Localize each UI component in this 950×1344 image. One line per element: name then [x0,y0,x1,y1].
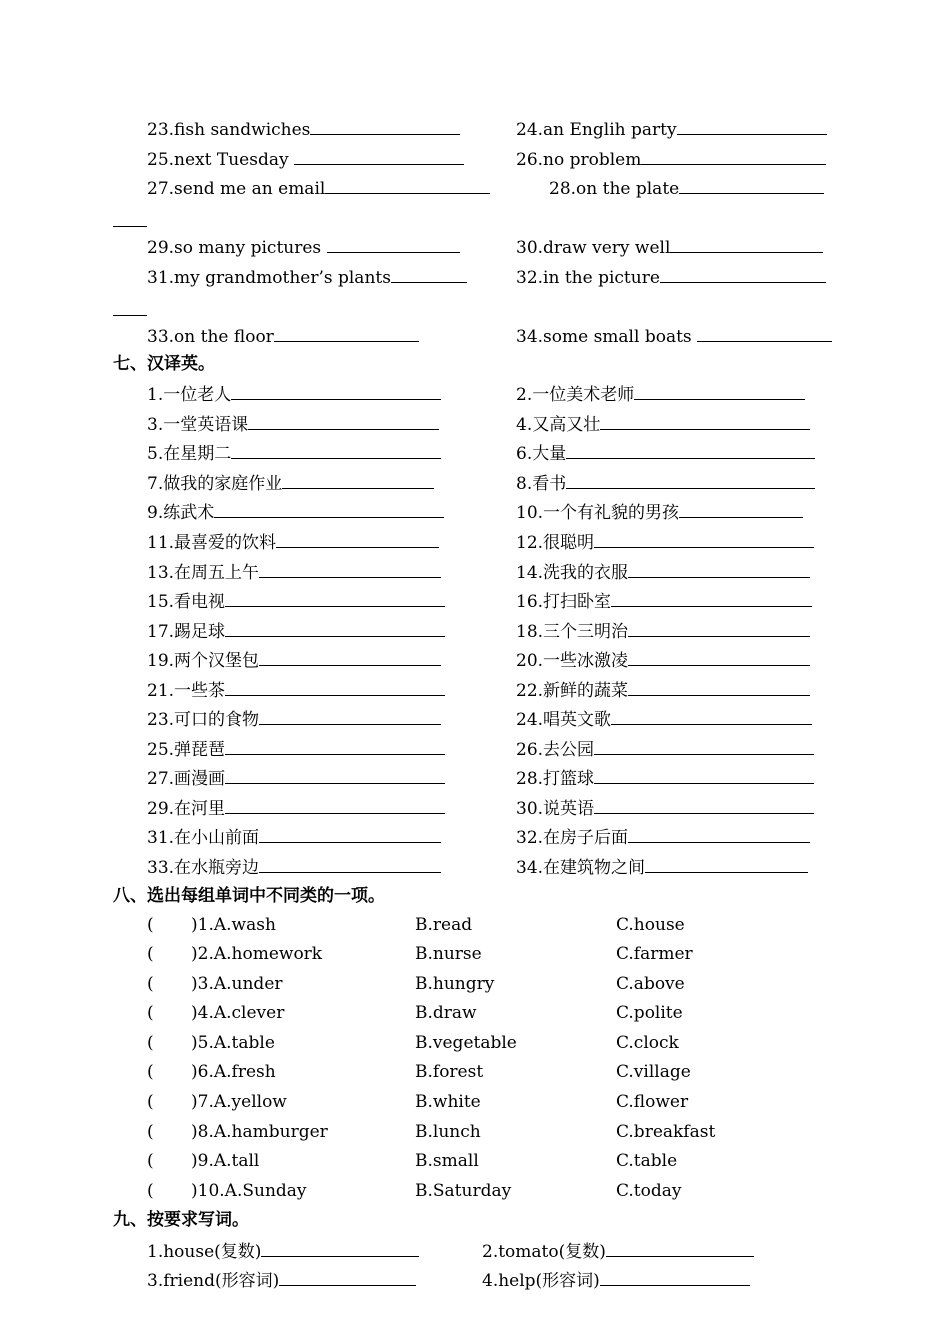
answer-bracket-open[interactable]: ( [147,1003,154,1023]
item-text: 31.my grandmother’s plants [147,268,391,288]
answer-blank[interactable] [611,589,812,607]
item-text: 29.so many pictures [147,238,327,258]
item-text: 32.在房子后面 [516,828,629,848]
answer-blank[interactable] [600,1268,750,1286]
answer-blank[interactable] [231,441,441,459]
item-text: 14.洗我的衣服 [516,563,629,583]
s7-item-30 [516,796,814,820]
section-8-heading: 八、选出每组单词中不同类的一项。 [113,886,385,906]
option-b: B.Saturday [415,1181,512,1201]
option-b: B.nurse [415,944,482,964]
item-text: 24.唱英文歌 [516,710,612,730]
answer-blank[interactable] [225,796,445,814]
answer-blank[interactable] [274,324,419,342]
s7-item-1 [147,382,441,406]
answer-bracket-open[interactable]: ( [147,1092,154,1112]
item-24-right [516,117,827,141]
option-c: C.polite [616,1003,683,1023]
option-a: )4.A.clever [191,1003,285,1023]
answer-blank[interactable] [645,855,808,873]
answer-blank[interactable] [628,560,810,578]
item-text: 4.help(形容词) [482,1271,600,1291]
s7-item-10 [516,500,803,524]
s7-item-27 [147,766,445,790]
s7-item-15 [147,589,445,613]
s7-item-8 [516,471,815,495]
answer-blank[interactable] [231,382,441,400]
s7-item-3 [147,412,439,436]
option-c: C.today [616,1181,682,1201]
answer-blank[interactable] [628,678,810,696]
answer-bracket-open[interactable]: ( [147,1122,154,1142]
item-28-right [549,176,824,200]
answer-blank[interactable] [282,471,434,489]
item-text: 23.fish sandwiches [147,120,311,140]
answer-blank[interactable] [628,619,810,637]
option-b: B.white [415,1092,481,1112]
item-text: 34.在建筑物之间 [516,858,646,878]
s7-item-6 [516,441,815,465]
item-30-right [516,235,823,259]
answer-blank[interactable] [294,147,464,165]
item-text: 27.send me an email [147,179,326,199]
option-c: C.above [616,974,685,994]
answer-blank[interactable] [679,176,824,194]
option-b: B.vegetable [415,1033,517,1053]
s7-item-32 [516,825,810,849]
item-25-left [147,147,464,171]
answer-blank[interactable] [697,324,832,342]
item-34-right [516,324,832,348]
answer-blank[interactable] [279,1268,416,1286]
item-text: 11.最喜爱的饮料 [147,533,277,553]
option-a: )2.A.homework [191,944,323,964]
option-b: B.lunch [415,1122,481,1142]
answer-blank[interactable] [628,648,810,666]
option-c: C.village [616,1062,691,1082]
option-b: B.read [415,915,473,935]
item-text: 29.在河里 [147,799,226,819]
answer-blank[interactable] [310,117,460,135]
option-b: B.hungry [415,974,495,994]
answer-blank[interactable] [566,471,815,489]
item-text: 22.新鲜的蔬菜 [516,681,629,701]
item-text: 33.on the floor [147,327,274,347]
item-27-left [147,176,490,200]
s7-item-14 [516,560,810,584]
s7-item-18 [516,619,810,643]
answer-blank[interactable] [634,382,805,400]
s7-item-2 [516,382,805,406]
s9-item-4 [482,1268,750,1292]
item-text: 16.打扫卧室 [516,592,612,612]
option-a: )7.A.yellow [191,1092,287,1112]
item-text: 7.做我的家庭作业 [147,474,283,494]
answer-blank[interactable] [391,265,467,283]
answer-blank[interactable] [327,235,460,253]
answer-blank[interactable] [225,737,445,755]
s7-item-33 [147,855,441,879]
item-text: 19.两个汉堡包 [147,651,260,671]
answer-bracket-open[interactable]: ( [147,1151,154,1171]
item-text: 3.一堂英语课 [147,415,249,435]
s7-item-26 [516,737,814,761]
answer-blank[interactable] [594,530,814,548]
option-a: )3.A.under [191,974,283,994]
s7-item-16 [516,589,812,613]
s9-item-1 [147,1239,419,1263]
item-text: 26.去公园 [516,740,595,760]
answer-blank[interactable] [259,855,441,873]
answer-blank[interactable] [261,1239,419,1257]
item-text: 6.大量 [516,444,567,464]
item-32-right [516,265,826,289]
answer-blank[interactable] [276,530,439,548]
answer-blank[interactable] [214,500,444,518]
answer-blank[interactable] [679,500,803,518]
answer-blank[interactable] [566,441,815,459]
answer-blank[interactable] [600,412,810,430]
s9-item-3 [147,1268,416,1292]
s7-item-28 [516,766,814,790]
item-text: 8.看书 [516,474,567,494]
s7-item-20 [516,648,810,672]
section-7-heading: 七、汉译英。 [113,354,215,374]
item-26-right [516,147,826,171]
answer-blank[interactable] [225,766,445,784]
answer-blank[interactable] [248,412,439,430]
item-text: 9.练武术 [147,503,215,523]
option-c: C.flower [616,1092,689,1112]
s7-item-9 [147,500,444,524]
s7-item-4 [516,412,810,436]
s7-item-11 [147,530,439,554]
item-text: 15.看电视 [147,592,226,612]
option-b: B.forest [415,1062,484,1082]
s7-item-13 [147,560,441,584]
answer-blank-wrap[interactable] [113,225,147,227]
item-text: 34.some small boats [516,327,698,347]
option-a: )5.A.table [191,1033,275,1053]
answer-bracket-open[interactable]: ( [147,915,154,935]
item-text: 28.打篮球 [516,769,595,789]
item-text: 31.在小山前面 [147,828,260,848]
answer-blank[interactable] [259,707,441,725]
s7-item-24 [516,707,812,731]
item-text: 18.三个三明治 [516,622,629,642]
answer-blank[interactable] [641,147,826,165]
item-23-left [147,117,460,141]
item-text: 2.一位美术老师 [516,385,635,405]
answer-blank[interactable] [611,707,812,725]
option-c: C.breakfast [616,1122,716,1142]
answer-bracket-open[interactable]: ( [147,1062,154,1082]
item-text: 33.在水瓶旁边 [147,858,260,878]
s7-item-22 [516,678,810,702]
s7-item-12 [516,530,814,554]
item-text: 27.画漫画 [147,769,226,789]
answer-blank[interactable] [259,560,441,578]
item-text: 25.弹琵琶 [147,740,226,760]
item-text: 12.很聪明 [516,533,595,553]
option-a: )1.A.wash [191,915,276,935]
answer-blank[interactable] [670,235,823,253]
answer-blank[interactable] [259,648,441,666]
section-9-heading: 九、按要求写词。 [113,1210,249,1230]
option-c: C.table [616,1151,678,1171]
item-31-left [147,265,467,289]
item-text: 1.house(复数) [147,1242,262,1262]
answer-blank[interactable] [660,265,826,283]
s7-item-25 [147,737,445,761]
item-29-left [147,235,460,259]
answer-bracket-open[interactable]: ( [147,1181,154,1201]
item-text: 5.在星期二 [147,444,232,464]
answer-blank[interactable] [628,825,810,843]
answer-blank[interactable] [225,619,445,637]
item-text: 30.说英语 [516,799,595,819]
s9-item-2 [482,1239,754,1263]
answer-blank[interactable] [325,176,490,194]
s7-item-7 [147,471,434,495]
answer-bracket-open[interactable]: ( [147,1033,154,1053]
option-a: )9.A.tall [191,1151,260,1171]
answer-blank[interactable] [225,589,445,607]
s7-item-34 [516,855,808,879]
s7-item-29 [147,796,445,820]
item-text: 2.tomato(复数) [482,1242,606,1262]
answer-blank[interactable] [594,766,814,784]
item-text: 10.一个有礼貌的男孩 [516,503,680,523]
item-text: 13.在周五上午 [147,563,260,583]
option-c: C.house [616,915,685,935]
item-text: 3.friend(形容词) [147,1271,280,1291]
item-text: 20.一些冰激凌 [516,651,629,671]
s7-item-17 [147,619,445,643]
item-text: 4.又高又壮 [516,415,601,435]
item-text: 25.next Tuesday [147,150,294,170]
item-33-left [147,324,419,348]
answer-blank[interactable] [606,1239,754,1257]
answer-blank[interactable] [259,825,441,843]
answer-blank[interactable] [225,678,445,696]
s7-item-21 [147,678,445,702]
option-c: C.farmer [616,944,693,964]
item-text: 24.an Englih party [516,120,677,140]
item-text: 23.可口的食物 [147,710,260,730]
item-text: 26.no problem [516,150,642,170]
answer-blank[interactable] [594,796,814,814]
answer-bracket-open[interactable]: ( [147,944,154,964]
option-b: B.small [415,1151,479,1171]
answer-blank-wrap[interactable] [113,314,147,316]
item-text: 21.一些茶 [147,681,226,701]
answer-blank[interactable] [594,737,814,755]
option-a: )8.A.hamburger [191,1122,328,1142]
s7-item-5 [147,441,441,465]
item-text: 17.踢足球 [147,622,226,642]
s7-item-23 [147,707,441,731]
option-a: )6.A.fresh [191,1062,276,1082]
option-c: C.clock [616,1033,679,1053]
answer-bracket-open[interactable]: ( [147,974,154,994]
item-text: 30.draw very well [516,238,671,258]
option-b: B.draw [415,1003,477,1023]
s7-item-19 [147,648,441,672]
item-text: 28.on the plate [549,179,680,199]
s7-item-31 [147,825,441,849]
option-a: )10.A.Sunday [191,1181,307,1201]
item-text: 32.in the picture [516,268,660,288]
answer-blank[interactable] [677,117,827,135]
item-text: 1.一位老人 [147,385,232,405]
